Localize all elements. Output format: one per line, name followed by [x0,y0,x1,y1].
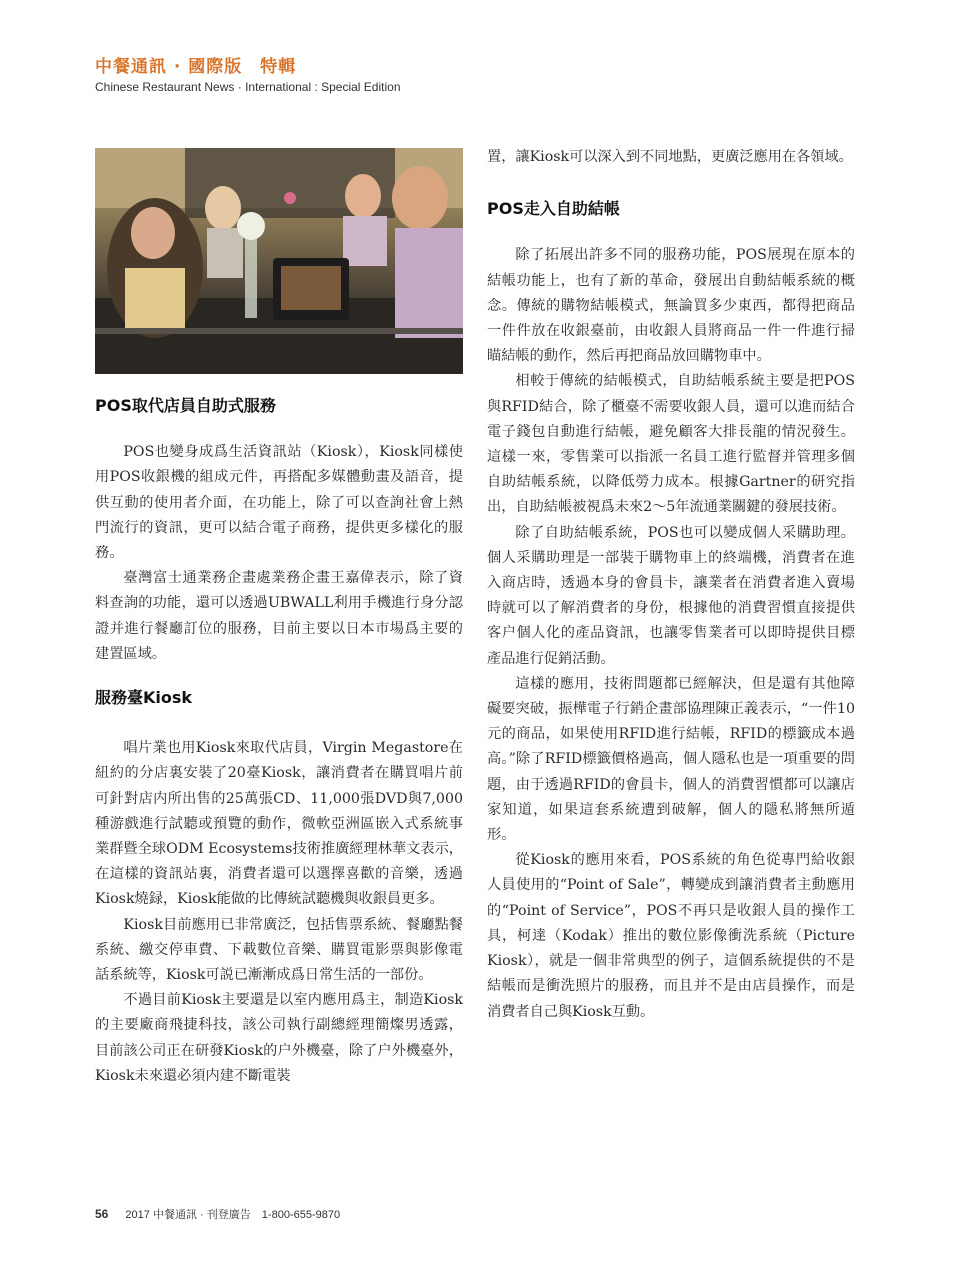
section-heading: POS走入自助結帳 [487,199,620,219]
paragraph: POS也變身成爲生活資訊站（Kiosk），Kiosk同樣使用POS收銀機的組成元件，再搭配多媒體動畫及語音，提供互動的使用者介面，在功能上，除了可以查詢社會上熱門流行的資訊，更可以結合電子商務，提供更多樣化的服務。 [95,444,463,562]
paragraph: 置，讓Kiosk可以深入到不同地點，更廣泛應用在各領域。 [487,149,853,165]
article-photo [95,148,463,374]
page-footer [95,1206,348,1222]
paragraph: 唱片業也用Kiosk來取代店員，Virgin Megastore在紐約的分店裏安裝了20臺Kiosk，讓消費者在購買唱片前可針對店内所出售的25萬張CD、11,000張DVD與7,000種游戲進行試聽或預覽的動作，微軟亞洲區嵌入式系統事業群暨全球ODM Ecosystems技術推廣經理林華文表示，在這樣的資訊站裏，消費者還可以選擇喜歡的音樂，透過Kiosk燒録，Kiosk能做的比傳統試聽機與收銀員更多。 [95,740,463,908]
masthead [95,52,401,94]
paragraph: 從Kiosk的應用來看，POS系統的角色從專門給收銀人員使用的“Point of Sale”，轉變成到讓消費者主動應用的“Point of Service”，POS不再只是收銀人員的操作工具，柯達（Kodak）推出的數位影像衝洗系統（Picture Kiosk），就是一個非常典型的例子，這個系統提供的不是結帳而是衝洗照片的服務，而且并不是由店員操作，而是消費者自己與Kiosk互動。 [487,852,855,1020]
section-heading: 服務臺Kiosk [95,688,193,708]
paragraph: 相較于傳統的結帳模式，自助結帳系統主要是把POS與RFID結合，除了櫃臺不需要收銀人員，還可以進而結合電子錢包自動進行結帳，避免顧客大排長龍的情況發生。這樣一來，零售業可以指派一名員工進行監督并管理多個自助結帳系統，以降低勞力成本。根據Gartner的研究指出，自助結帳被視爲未來2～5年流通業關鍵的發展技術。 [487,373,855,516]
restaurant-kiosk-illustration [95,148,463,374]
paragraph: Kiosk目前應用已非常廣泛，包括售票系統、餐廳點餐系統、繳交停車費、下載數位音樂、購買電影票與影像電話系統等，Kiosk可説已漸漸成爲日常生活的一部份。 [95,916,463,984]
masthead-title-cn: 中餐通訊 · 國際版 特輯 [95,57,297,77]
paragraph: 不過目前Kiosk主要還是以室内應用爲主，制造Kiosk的主要廠商飛捷科技，該公司執行副總經理簡燦男透露，目前該公司正在研發Kiosk的户外機臺，除了户外機臺外，Kiosk未來還必須内建不斷電裝 [95,992,463,1084]
section-heading: POS取代店員自助式服務 [95,396,276,415]
paragraph: 臺灣富士通業務企畫處業務企畫王嘉偉表示，除了資料查詢的功能，還可以透過UBWALL利用手機進行身分認證并進行餐廳訂位的服務，目前主要以日本市場爲主要的建置區域。 [95,570,463,662]
paragraph: 這樣的應用，技術問題都已經解決，但是還有其他障礙要突破，振樺電子行銷企畫部協理陳正義表示，“一件10元的商品，如果使用RFID進行結帳，RFID的標籤成本過高。”除了RFID標籤價格過高，個人隱私也是一項重要的問題，由于透過RFID的會員卡，個人的消費習慣都可以讓店家知道，如果這套系統遭到破解，個人的隱私將無所遁形。 [487,675,855,844]
footer-phone: 1-800-655-9870 [261,1209,341,1221]
left-column [95,393,463,1089]
footer-publication: 2017 中餐通訊 · 刊登廣告 [125,1209,251,1221]
paragraph: 除了拓展出許多不同的服務功能，POS展現在原本的結帳功能上，也有了新的革命，發展出自動結帳系統的概念。傳統的購物結帳模式，無論買多少東西，都得把商品一件件放在收銀臺前，由收銀人員將商品一件一件進行掃瞄結帳的動作，然后再把商品放回購物車中。 [487,247,855,365]
page-number: 56 [95,1207,109,1221]
right-column [487,145,855,1025]
paragraph: 除了自助結帳系統，POS也可以變成個人采購助理。個人采購助理是一部裝于購物車上的終端機，消費者在進入商店時，透過本身的會員卡，讓業者在消費者進入賣場時就可以了解消費者的身份，根據他的消費習慣直接提供客户個人化的產品資訊，也讓零售業者可以即時提供目標產品進行促銷活動。 [487,524,855,667]
masthead-title-en: Chinese Restaurant News · International : Special Edition [95,80,401,94]
